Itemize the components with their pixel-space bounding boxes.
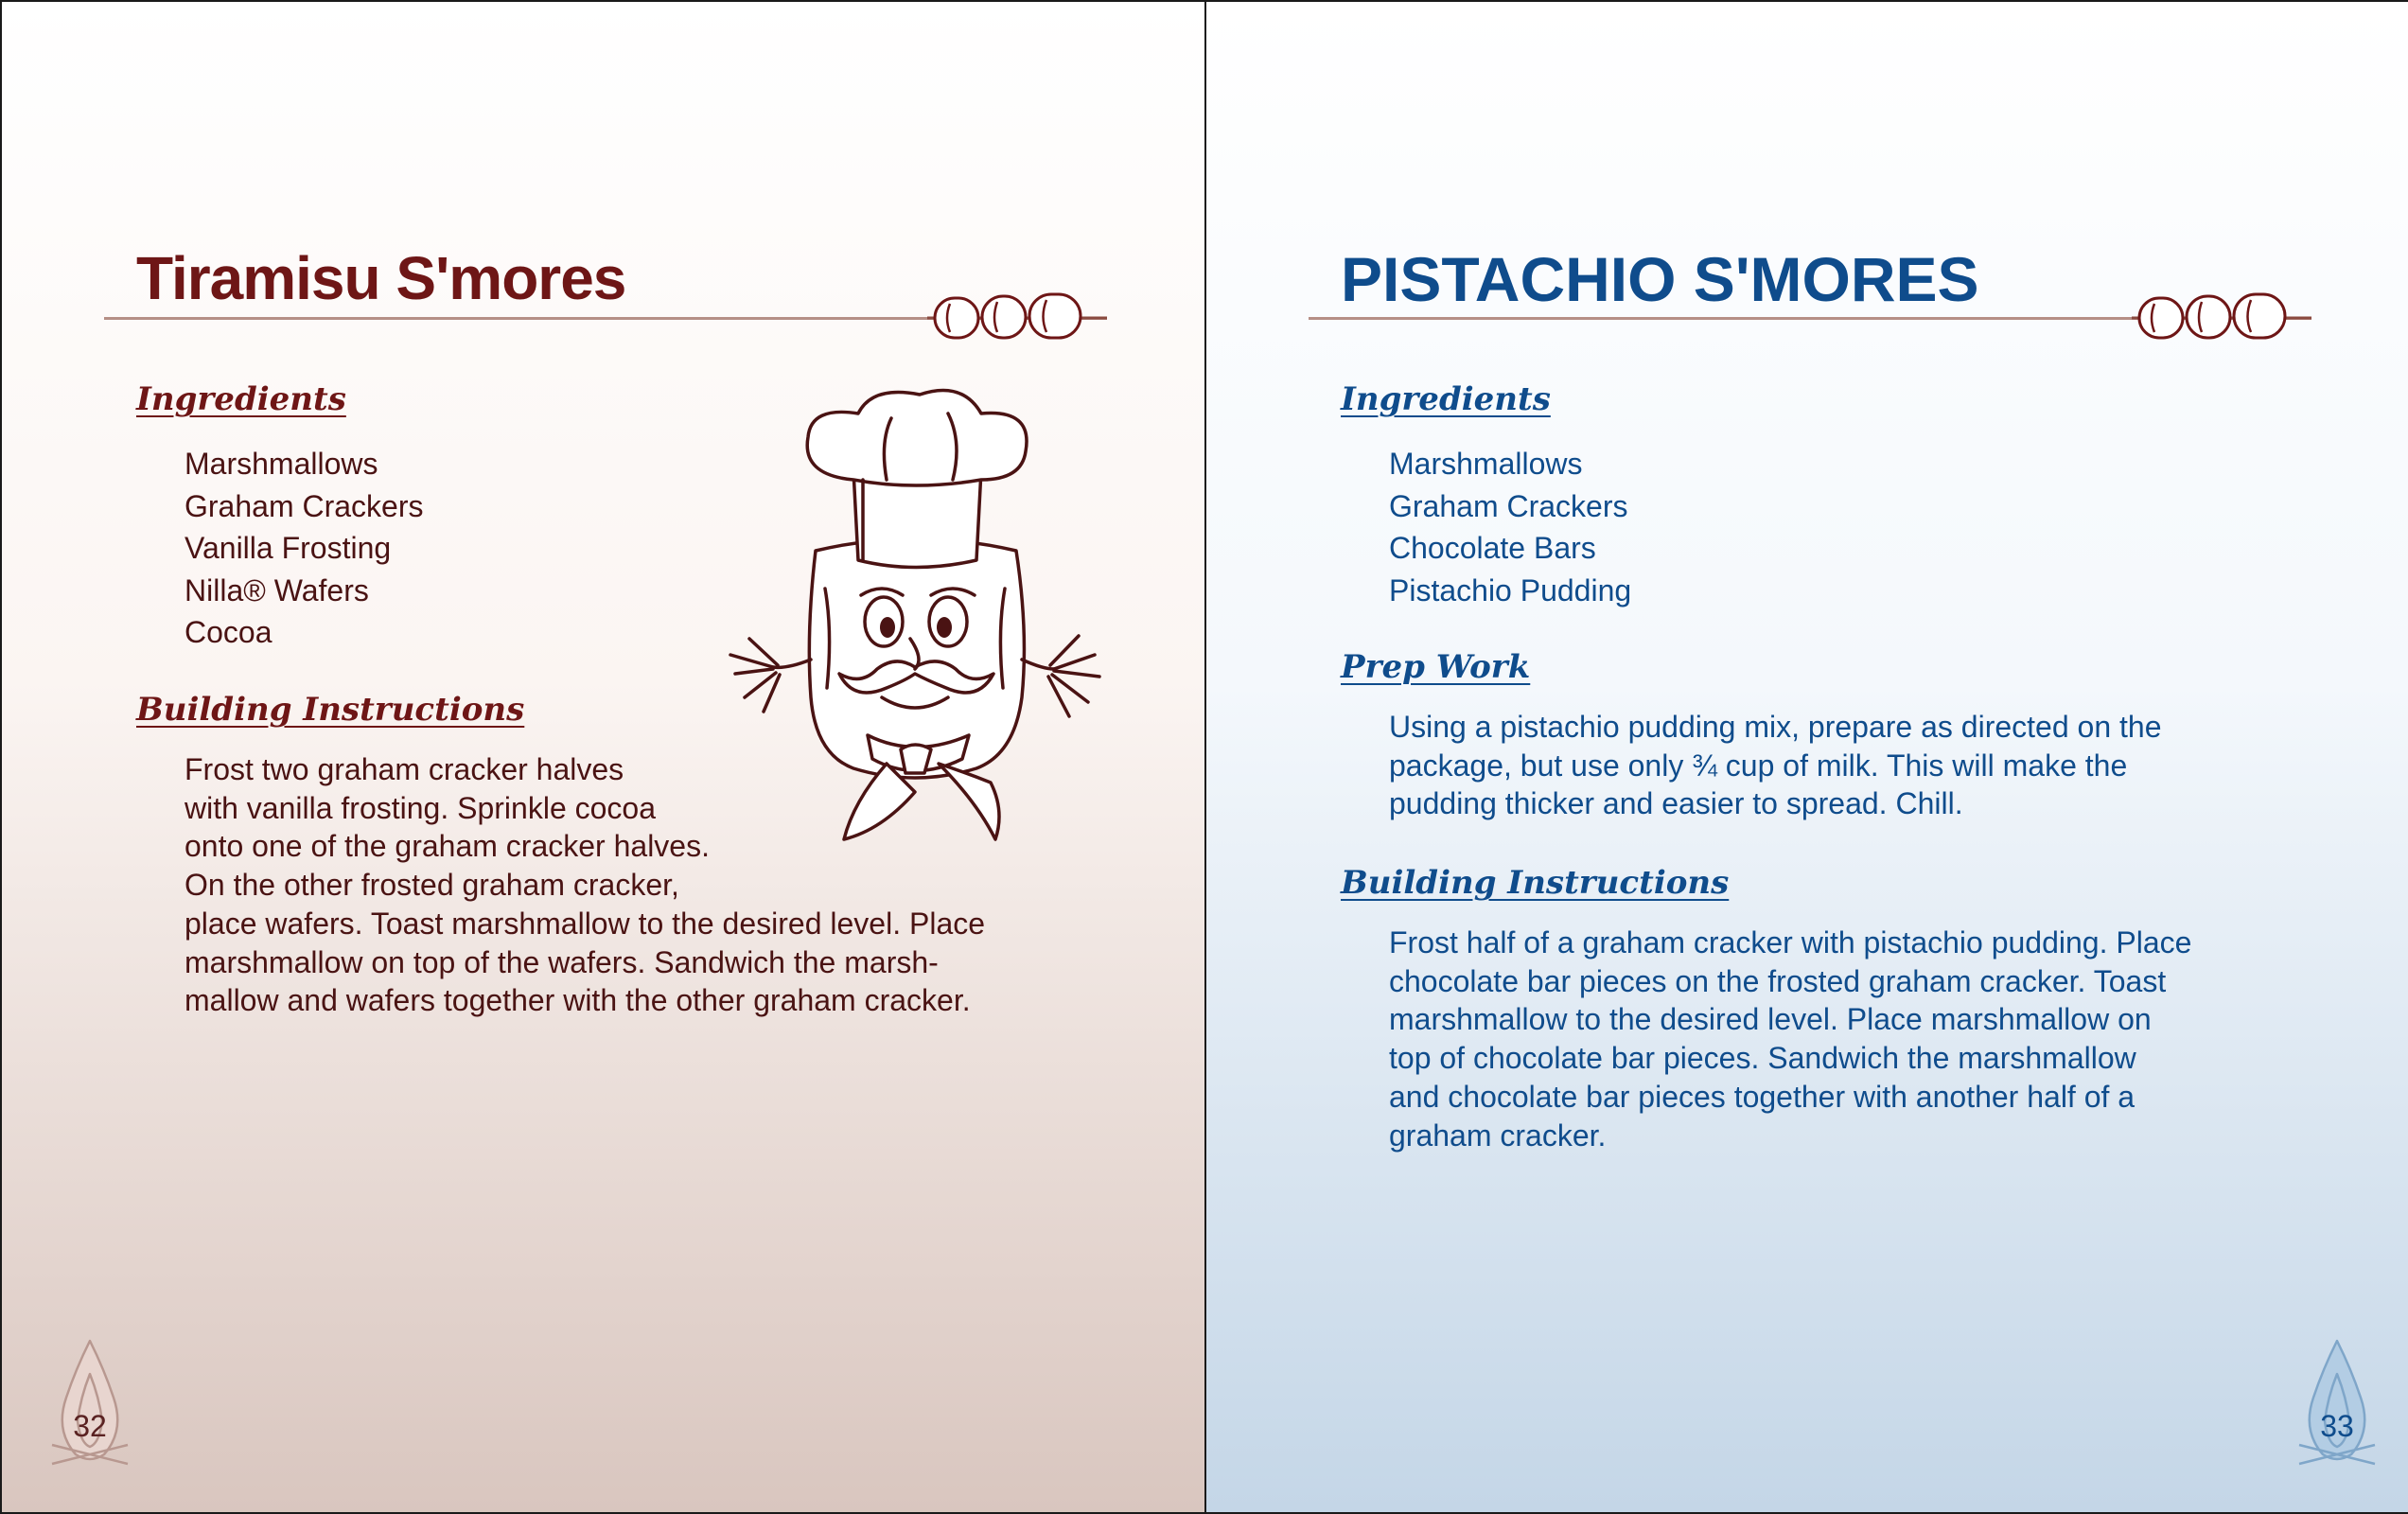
right-prep-text [1389, 708, 2161, 823]
instruction-line: On the other frosted graham cracker, [185, 868, 679, 903]
ingredient-item: Pistachio Pudding [1389, 572, 1632, 607]
ingredient-item: Vanilla Frosting [185, 531, 392, 565]
ingredient-item: Nilla® Wafers [185, 572, 369, 607]
prep-line: package, but use only ¾ cup of milk. This will make the [1389, 748, 2128, 783]
instruction-line: and chocolate bar pieces together with another half of a [1389, 1079, 2136, 1114]
instruction-line: onto one of the graham cracker halves. [185, 829, 710, 864]
instruction-line: marshmallow on top of the wafers. Sandwich the marsh- [185, 944, 939, 979]
ingredient-item: Marshmallows [1389, 447, 1583, 481]
instruction-line: with vanilla frosting. Sprinkle cocoa [185, 790, 657, 825]
right-page-number-block [2294, 1331, 2380, 1473]
right-ingredients-list [1389, 443, 1631, 611]
instruction-line: graham cracker. [1389, 1118, 1607, 1153]
instruction-line: chocolate bar pieces on the frosted graham cracker. Toast [1389, 963, 2167, 998]
instruction-line: mallow and wafers together with the other graham cracker. [185, 983, 971, 1018]
marshmallow-skewer-icon [2132, 290, 2311, 343]
campfire-icon [2294, 1331, 2380, 1473]
right-page-number: 33 [2320, 1409, 2354, 1443]
prep-line: pudding thicker and easier to spread. Chill. [1389, 786, 1963, 821]
instruction-line: Frost two graham cracker halves [185, 752, 624, 786]
left-instructions-heading: Building Instructions [136, 691, 525, 729]
left-page-number-block [47, 1331, 132, 1473]
left-ingredients-heading: Ingredients [136, 380, 346, 418]
right-page-title: PISTACHIO S'MORES [1341, 244, 1979, 314]
left-page [2, 2, 1204, 1512]
right-instructions-heading: Building Instructions [1341, 864, 1730, 902]
ingredient-item: Graham Crackers [185, 488, 424, 523]
left-page-title: Tiramisu S'mores [136, 244, 626, 312]
instruction-line: marshmallow to the desired level. Place marshmallow on [1389, 1002, 2152, 1037]
right-instructions-text [1389, 924, 2191, 1154]
ingredient-item: Graham Crackers [1389, 488, 1628, 523]
instruction-line: top of chocolate bar pieces. Sandwich the marshmallow [1389, 1041, 2136, 1076]
instruction-line: Frost half of a graham cracker with pistachio pudding. Place [1389, 925, 2192, 959]
instruction-line: place wafers. Toast marshmallow to the desired level. Place [185, 906, 986, 941]
left-page-number: 32 [73, 1409, 107, 1443]
ingredient-item: Cocoa [185, 615, 272, 649]
right-prep-heading: Prep Work [1341, 648, 1531, 686]
left-ingredients-list [185, 443, 424, 654]
right-ingredients-heading: Ingredients [1341, 380, 1551, 418]
ingredient-item: Marshmallows [185, 447, 378, 481]
campfire-icon [47, 1331, 132, 1473]
marshmallow-skewer-icon [927, 290, 1107, 343]
ingredient-item: Chocolate Bars [1389, 531, 1596, 565]
chef-marshmallow-mascot [721, 385, 1109, 858]
prep-line: Using a pistachio pudding mix, prepare as directed on the [1389, 710, 2162, 744]
right-page [1206, 2, 2408, 1512]
